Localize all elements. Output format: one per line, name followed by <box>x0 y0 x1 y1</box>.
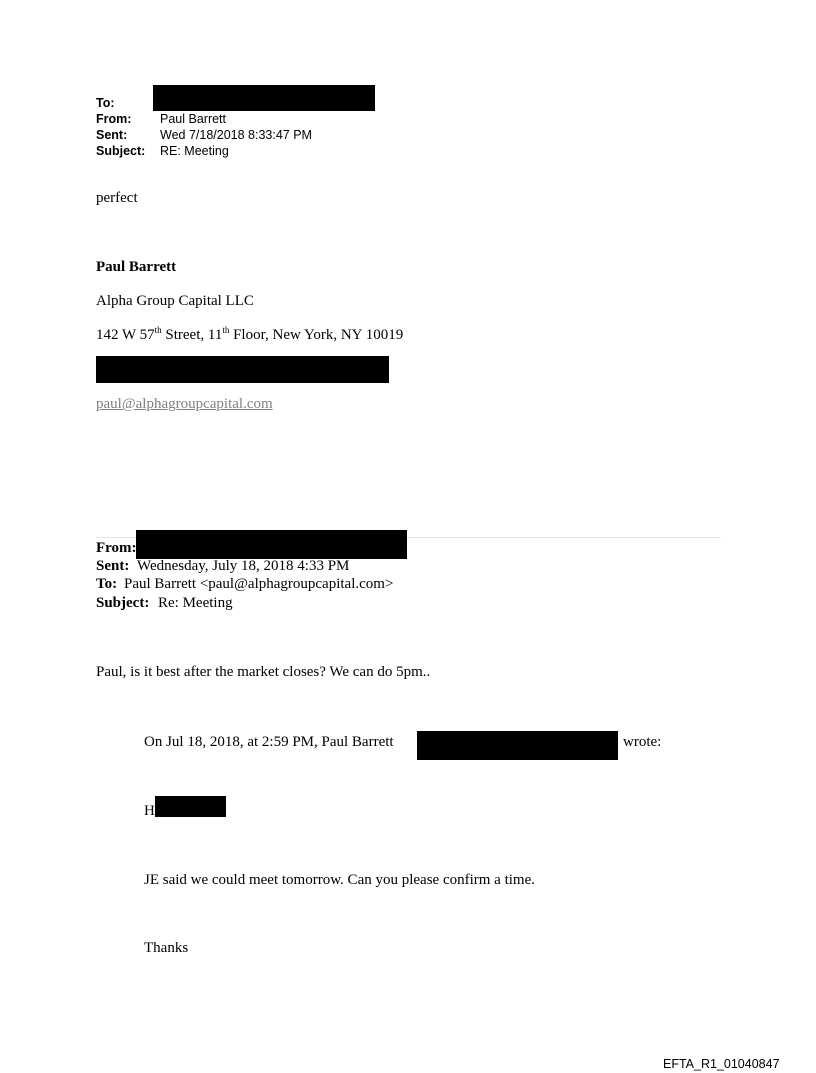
from-value: Paul Barrett <box>160 112 227 126</box>
redaction-box <box>155 796 226 817</box>
from-label: From: <box>96 112 132 126</box>
signature-name: Paul Barrett <box>96 259 177 275</box>
document-id: EFTA_R1_01040847 <box>663 1057 780 1071</box>
redaction-box <box>417 731 618 760</box>
sent-value: Wed 7/18/2018 8:33:47 PM <box>160 128 312 142</box>
fwd-sent-label: Sent: <box>96 558 130 574</box>
signature-address: 142 W 57th Street, 11th Floor, New York, NY 10019 <box>96 325 404 343</box>
fwd-to-value: Paul Barrett <paul@alphagroupcapital.com> <box>124 576 394 592</box>
redaction-box <box>153 85 375 111</box>
quoted-intro-suffix: wrote: <box>623 734 662 750</box>
sent-label: Sent: <box>96 128 128 142</box>
quoted-intro: On Jul 18, 2018, at 2:59 PM, Paul Barrett <box>144 734 394 750</box>
signature-email-link[interactable]: paul@alphagroupcapital.com <box>96 396 273 412</box>
fwd-subject-label: Subject: <box>96 595 150 611</box>
quoted-closing: Thanks <box>144 940 189 956</box>
forwarded-body: Paul, is it best after the market closes? We can do 5pm.. <box>96 664 431 680</box>
redaction-box <box>136 530 407 559</box>
redaction-box <box>96 356 389 383</box>
subject-value: RE: Meeting <box>160 144 229 158</box>
fwd-subject-value: Re: Meeting <box>158 595 233 611</box>
fwd-from-label: From: <box>96 540 137 556</box>
signature-company: Alpha Group Capital LLC <box>96 293 254 309</box>
quoted-greeting: H <box>144 803 155 819</box>
fwd-to-label: To: <box>96 576 118 592</box>
subject-label: Subject: <box>96 144 146 158</box>
to-label: To: <box>96 96 115 110</box>
quoted-body: JE said we could meet tomorrow. Can you please confirm a time. <box>144 872 536 888</box>
fwd-sent-value: Wednesday, July 18, 2018 4:33 PM <box>137 558 350 574</box>
message-body: perfect <box>96 190 138 206</box>
